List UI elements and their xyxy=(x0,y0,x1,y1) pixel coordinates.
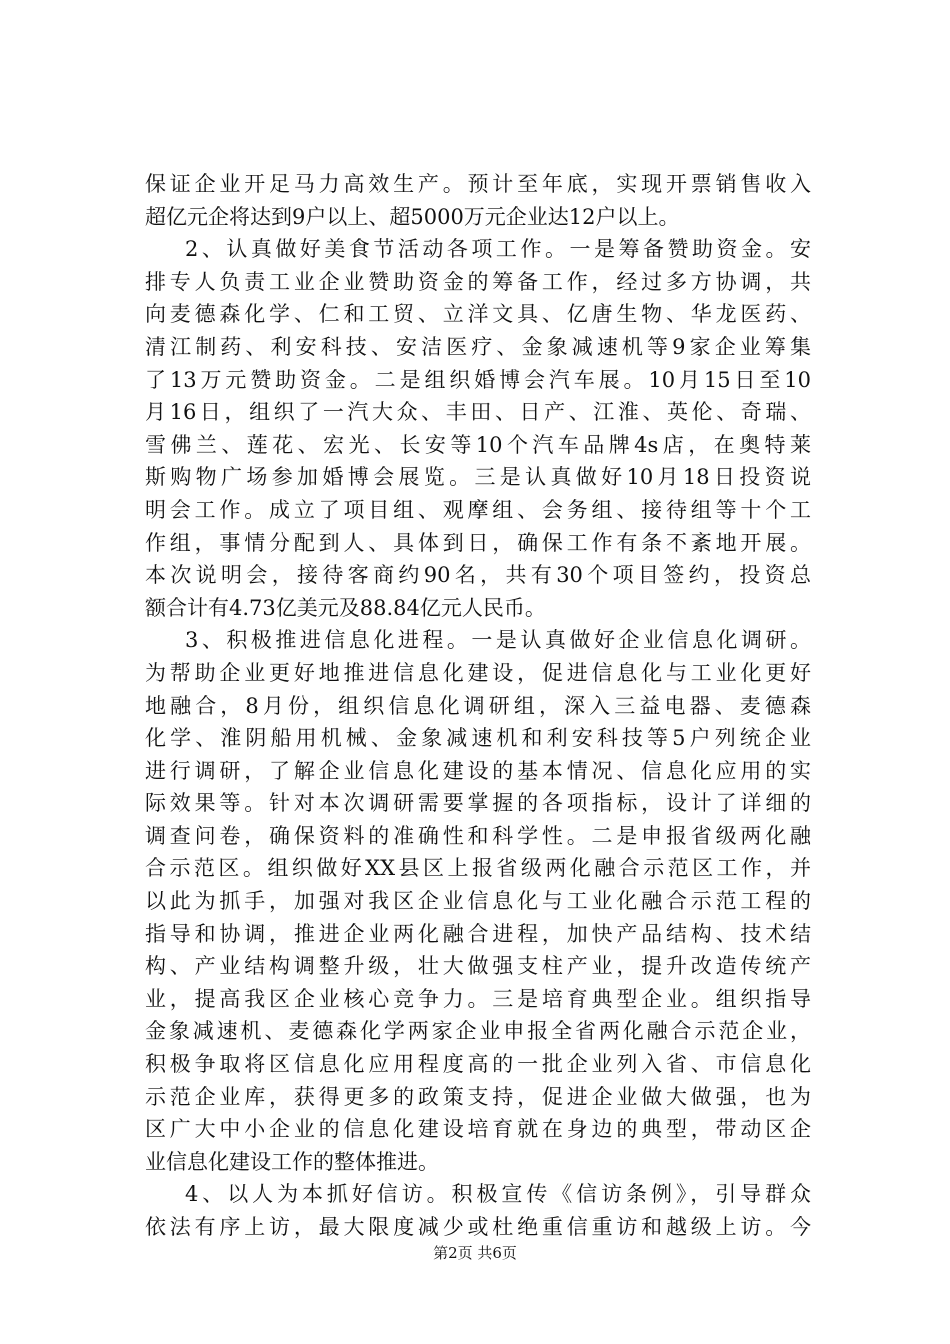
text-line: 地融合，8月份，组织信息化调研组，深入三益电器、麦德森 xyxy=(145,693,811,718)
text-line: 区广大中小企业的信息化建设培育就在身边的典型，带动区企 xyxy=(145,1117,811,1142)
text-line: 指导和协调，推进企业两化融合进程，加快产品结构、技术结 xyxy=(145,921,811,946)
text-line: 调查问卷，确保资料的准确性和科学性。二是申报省级两化融 xyxy=(145,823,811,848)
text-line: 2、认真做好美食节活动各项工作。一是筹备赞助资金。安 xyxy=(185,237,811,262)
text-line: 以此为抓手，加强对我区企业信息化与工业化融合示范工程的 xyxy=(145,889,811,914)
text-line: 依法有序上访，最大限度减少或杜绝重信重访和越级上访。今 xyxy=(145,1215,811,1239)
text-line: 4、以人为本抓好信访。积极宣传《信访条例》，引导群众 xyxy=(185,1182,811,1207)
text-line: 进行调研，了解企业信息化建设的基本情况、信息化应用的实 xyxy=(145,758,811,783)
text-line: 业信息化建设工作的整体推进。 xyxy=(145,1149,439,1174)
text-line: 示范企业库，获得更多的政策支持，促进企业做大做强，也为 xyxy=(145,1084,811,1109)
text-line: 明会工作。成立了项目组、观摩组、会务组、接待组等十个工 xyxy=(145,497,811,522)
text-line: 作组，事情分配到人、具体到日，确保工作有条不紊地开展。 xyxy=(145,530,811,555)
text-line: 排专人负责工业企业赞助资金的筹备工作，经过多方协调，共 xyxy=(145,269,811,294)
text-line: 金象减速机、麦德森化学两家企业申报全省两化融合示范企业， xyxy=(145,1019,811,1044)
text-line: 超亿元企将达到9户以上、超5000万元企业达12户以上。 xyxy=(145,204,680,229)
text-line: 本次说明会，接待客商约90名，共有30个项目签约，投资总 xyxy=(145,563,811,588)
text-line: 合示范区。组织做好XX县区上报省级两化融合示范区工作，并 xyxy=(145,856,811,881)
text-line: 雪佛兰、莲花、宏光、长安等10个汽车品牌4s店，在奥特莱 xyxy=(145,432,811,457)
text-line: 了13万元赞助资金。二是组织婚博会汽车展。10月15日至10 xyxy=(145,367,811,392)
text-line: 向麦德森化学、仁和工贸、立洋文具、亿唐生物、华龙医药、 xyxy=(145,302,811,327)
text-line: 化学、淮阴船用机械、金象减速机和利安科技等5户列统企业 xyxy=(145,726,811,751)
text-line: 业，提高我区企业核心竞争力。三是培育典型企业。组织指导 xyxy=(145,986,811,1011)
text-line: 积极争取将区信息化应用程度高的一批企业列入省、市信息化 xyxy=(145,1052,811,1077)
text-line: 构、产业结构调整升级，壮大做强支柱产业，提升改造传统产 xyxy=(145,954,811,979)
text-line: 月16日，组织了一汽大众、丰田、日产、江淮、英伦、奇瑞、 xyxy=(145,400,811,425)
text-line: 保证企业开足马力高效生产。预计至年底，实现开票销售收入 xyxy=(145,172,811,196)
text-line: 3、积极推进信息化进程。一是认真做好企业信息化调研。 xyxy=(185,628,811,653)
text-line: 为帮助企业更好地推进信息化建设，促进信息化与工业化更好 xyxy=(145,660,811,685)
page-footer: 第2页 共6页 xyxy=(433,1244,517,1262)
text-line: 际效果等。针对本次调研需要掌握的各项指标，设计了详细的 xyxy=(145,791,811,816)
text-line: 额合计有4.73亿美元及88.84亿元人民币。 xyxy=(145,595,546,620)
text-line: 清江制药、利安科技、安洁医疗、金象减速机等9家企业筹集 xyxy=(145,334,811,359)
body-text xyxy=(145,168,811,1244)
text-line: 斯购物广场参加婚博会展览。三是认真做好10月18日投资说 xyxy=(145,465,811,490)
